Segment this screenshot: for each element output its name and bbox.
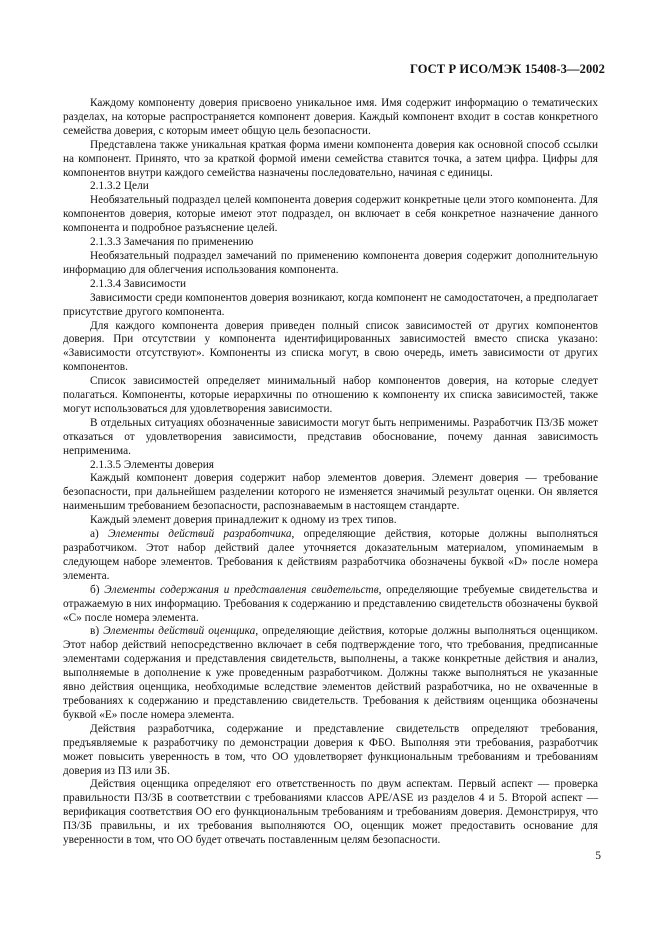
list-item [63,625,598,722]
paragraph [63,97,598,139]
list-marker: в) [90,625,104,638]
paragraph [63,250,598,278]
emphasized-term: Элементы действий оценщика [103,625,256,638]
paragraph-text: , определяющие требуемые свидетельства и отражаемую в них информацию. Требования к содержанию и представлению свидетельств обозначены буквой «С» после номера элемента. [63,583,598,624]
list-marker: а) [90,528,109,541]
paragraph-text: Представлена также уникальная краткая форма имени компонента доверия как основной способ ссылки на компонент. Принято, что за краткой формой имени семейства ставится точка, а затем цифра. Цифры для компонентов внутри каждого семейства назначены последовательно, начиная с единицы. [63,138,598,179]
paragraph-text: 2.1.3.5 Элементы доверия [90,458,214,471]
paragraph [63,320,598,376]
paragraph [63,472,598,514]
list-item [63,528,598,584]
paragraph-text: 2.1.3.4 Зависимости [90,277,187,290]
section-heading [63,180,598,194]
paragraph-text: Список зависимостей определяет минимальный набор компонентов доверия, на которые следует полагаться. Компоненты, которые иерархичны по отношению к компоненту их списка зависимостей, также могут использоваться для удовлетворения зависимости. [63,375,598,415]
paragraph-text: Необязательный подраздел целей компонента доверия содержит конкретные цели этого компонента. Для компонентов доверия, которые имеют этот подраздел, он включает в себя конкретное назначение данного компонента и подробное разъяснение целей. [63,194,598,235]
paragraph-text: 2.1.3.3 Замечания по применению [90,236,254,249]
paragraph [63,417,598,459]
standard-code-header: ГОСТ Р ИСО/МЭК 15408-3—2002 [409,62,605,76]
paragraph [63,375,598,417]
paragraph [63,778,598,848]
paragraph [63,723,598,779]
paragraph-text: Для каждого компонента доверия приведен полный список зависимостей от других компонентов доверия. При отсутствии у компонента идентифицированных зависимостей вместо списка указано: «Зависимости отсутствуют». Компоненты из списка могут, в свою очередь, иметь зависимости от других компонентов. [63,319,598,374]
paragraph-text: Каждый компонент доверия содержит набор элементов доверия. Элемент доверия — требование безопасности, при дальнейшем разделении которого не изменяется значимый результат оценки. Он является наименьшим требованием безопасности, распознаваемым в настоящем стандарте. [63,472,598,513]
paragraph-text: , определяющие действия, которые должны выполняться оценщиком. Этот набор действий непосредственно включает в себя подтверждение того, что требования, предписанные элементами содержания и представления свидетельств, выполнены, а также конкретные действия и анализ, выполняемые в дополнение к уже проведенным разработчиком. Должны также выполняться не указанные явно действия оценщика, необходимые вследствие элементов действий разработчика, но не охваченные в требованиях к содержанию и представлению свидетельств. Требования к действиям оценщика обозначены буквой «Е» после номера элемента. [63,625,598,721]
paragraph-text: Каждый элемент доверия принадлежит к одному из трех типов. [90,514,397,527]
paragraph-text: В отдельных ситуациях обозначенные зависимости могут быть неприменимы. Разработчик ПЗ/ЗБ может отказаться от удовлетворения зависимости, представив обоснование, почему данная зависимость неприменима. [63,416,598,457]
paragraph-text: Действия разработчика, содержание и представление свидетельств определяют требования, предъявляемые к разработчику по демонстрации доверия к ФБО. Выполняя эти требования, разработчик может повысить уверенность в том, что ОО удовлетворяет функциональным требованиям и требованиям доверия из ПЗ или ЗБ. [63,722,598,777]
list-item [63,584,598,626]
paragraph [63,292,598,320]
paragraph-text: Зависимости среди компонентов доверия возникают, когда компонент не самодостаточен, а предполагает присутствие другого компонента. [63,291,598,318]
paragraph [63,194,598,236]
section-heading [63,278,598,292]
paragraph-text: Каждому компоненту доверия присвоено уникальное имя. Имя содержит информацию о тематических разделах, на которые распространяется компонент доверия. Каждый компонент входит в состав конкретного семейства доверия, с которым имеет общую цель безопасности. [63,97,598,137]
emphasized-term: Элементы содержания и представления свидетельств [104,583,379,596]
section-heading [63,236,598,250]
paragraph [63,514,598,528]
paragraph-text: Действия оценщика определяют его ответственность по двум аспектам. Первый аспект — проверка правильности ПЗ/ЗБ в соответствии с требованиями классов APE/ASE из разделов 4 и 5. Второй аспект — верификация соответствия ОО его функциональным требованиям и требованиям доверия. Демонстрируя, что ПЗ/ЗБ правильны, и их требования выполняются ОО, оценщик может предоставить основание для уверенности в том, что ОО будет отвечать поставленным целям безопасности. [63,778,598,847]
list-marker: б) [90,583,105,596]
paragraph-text: , определяющие действия, которые должны выполняться разработчиком. Этот набор действий далее уточняется доказательным материалом, упоминаемым в следующем наборе элементов. Требования к действиям разработчика обозначены буквой «D» после номера элемента. [63,528,598,582]
section-heading [63,459,598,473]
emphasized-term: Элементы действий разработчика [108,528,292,541]
page-number: 5 [595,850,601,862]
paragraph-text: Необязательный подраздел замечаний по применению компонента доверия содержит дополнительную информацию для облегчения использования компонента. [63,249,598,276]
paragraph [63,139,598,181]
body-text [63,97,598,848]
paragraph-text: 2.1.3.2 Цели [90,180,149,193]
